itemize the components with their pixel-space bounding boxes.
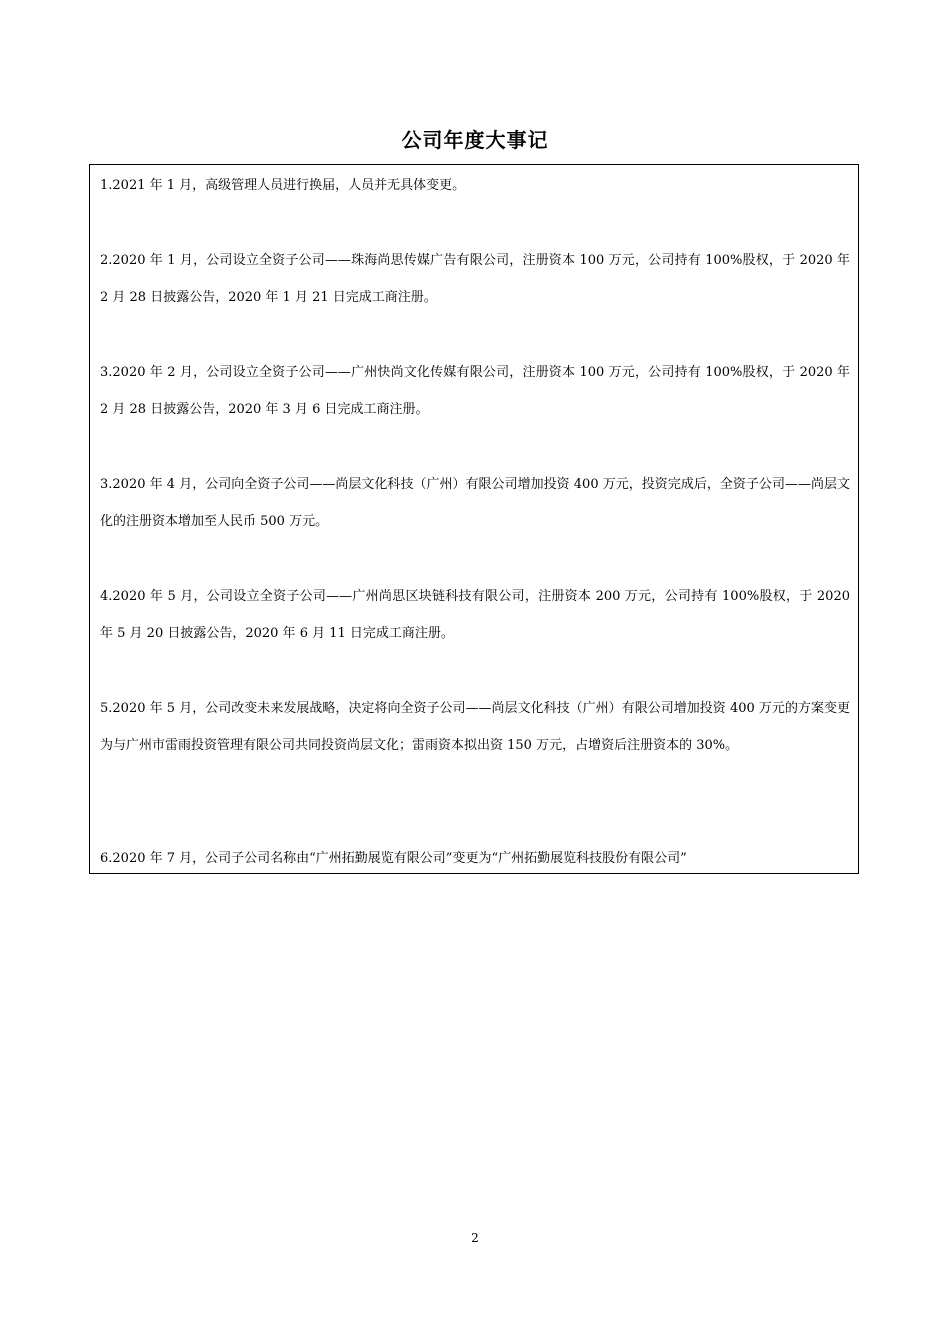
event-item-3: 3.2020 年 2 月，公司设立全资子公司——广州快尚文化传媒有限公司，注册资本 100 万元，公司持有 100%股权，于 2020 年 2 月 28 日披露公告，2020 年 3 月 6 日完成工商注册。 xyxy=(100,365,850,417)
page-title: 公司年度大事记 xyxy=(401,128,549,152)
events-box xyxy=(89,164,859,874)
event-item-1: 1.2021 年 1 月，高级管理人员进行换届，人员并无具体变更。 xyxy=(100,178,466,193)
event-item-4: 3.2020 年 4 月，公司向全资子公司——尚层文化科技（广州）有限公司增加投资 400 万元，投资完成后，全资子公司——尚层文化的注册资本增加至人民币 500 万元。 xyxy=(100,477,850,529)
page-number: 2 xyxy=(471,1231,479,1245)
event-item-6: 5.2020 年 5 月，公司改变未来发展战略，决定将向全资子公司——尚层文化科技（广州）有限公司增加投资 400 万元的方案变更为与广州市雷雨投资管理有限公司共同投资尚层文化；雷雨资本拟出资 150 万元，占增资后注册资本的 30%。 xyxy=(100,701,850,753)
event-item-7: 6.2020 年 7 月，公司子公司名称由“广州拓勤展览有限公司”变更为“广州拓勤展览科技股份有限公司” xyxy=(100,851,687,866)
event-item-2: 2.2020 年 1 月，公司设立全资子公司——珠海尚思传媒广告有限公司，注册资本 100 万元，公司持有 100%股权，于 2020 年 2 月 28 日披露公告，2020 年 1 月 21 日完成工商注册。 xyxy=(100,253,850,305)
event-item-5: 4.2020 年 5 月，公司设立全资子公司——广州尚思区块链科技有限公司，注册资本 200 万元，公司持有 100%股权，于 2020 年 5 月 20 日披露公告，2020 年 6 月 11 日完成工商注册。 xyxy=(100,589,850,641)
